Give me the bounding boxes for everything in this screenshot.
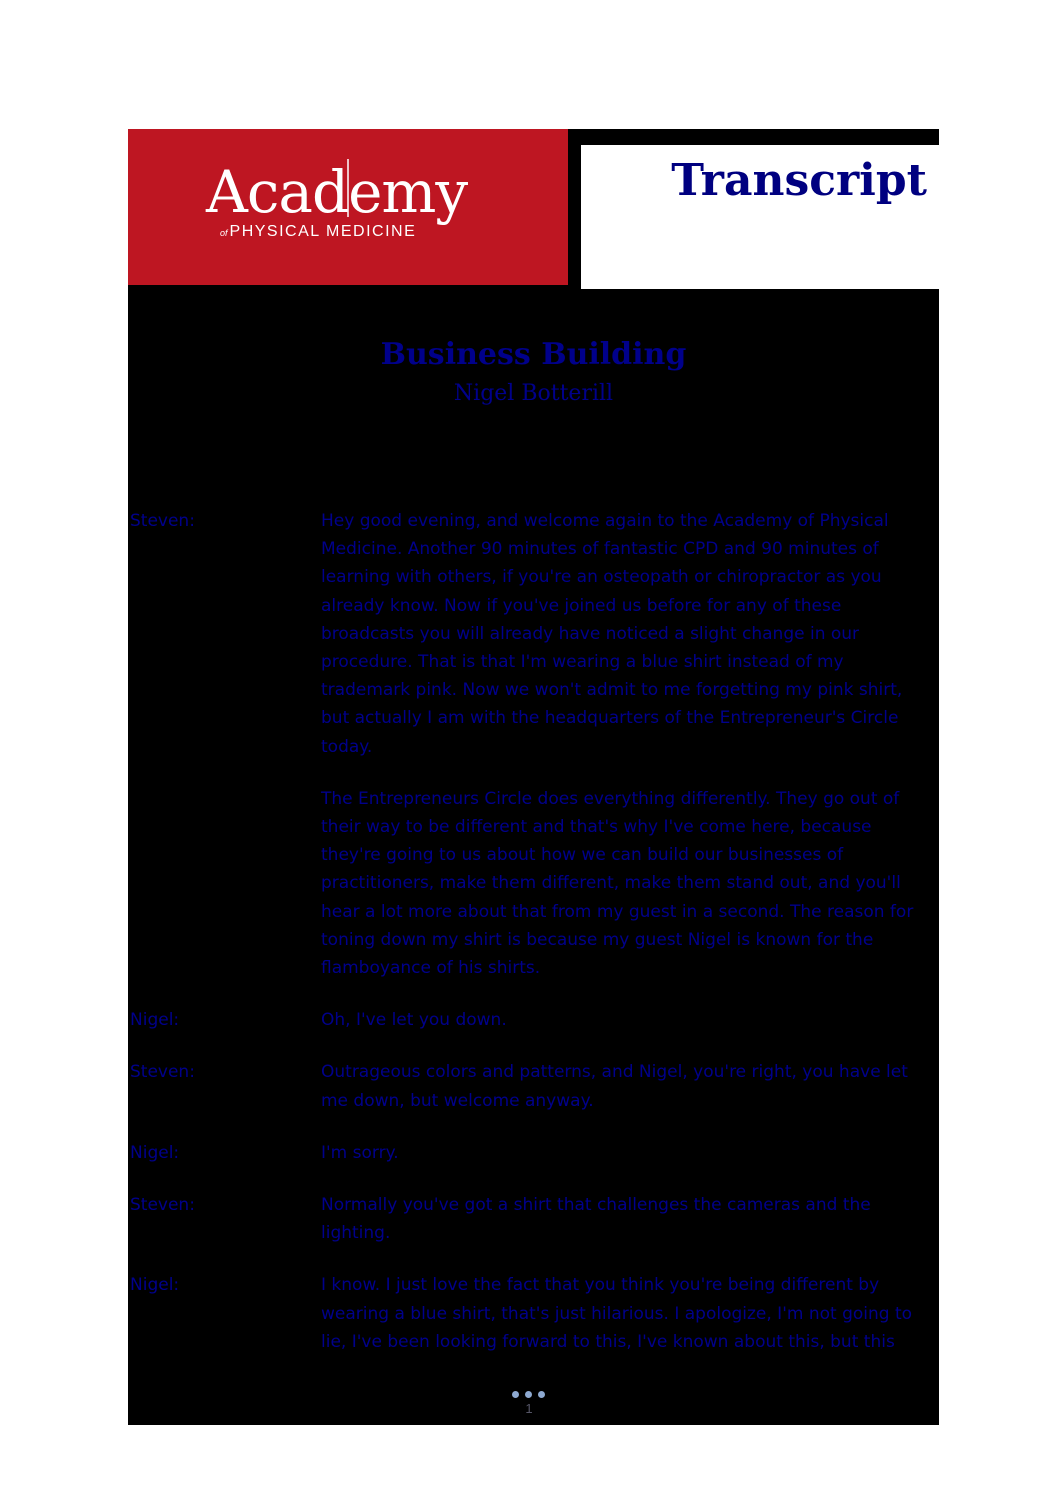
document-subtitle: Nigel Botterill (453, 381, 614, 406)
speech-paragraph: Outrageous colors and patterns, and Nigel, you're right, you have let me down, but welcome anyway. (321, 1062, 908, 1111)
transcript-entry (130, 1271, 930, 1356)
speech-text (321, 1271, 926, 1356)
speech-paragraph: Hey good evening, and welcome again to the Academy of Physical Medicine. Another 90 minutes of fantastic CPD and 90 minutes of learning with others, if you're an osteopath or chiropractor as you already know. Now if you've joined us before for any of these broadcasts you will already have noticed a slight change in our procedure. That is that I'm wearing a blue shirt instead of my trademark pink. Now we won't admit to me forgetting my pink shirt, but actually I am with the headquarters of the Entrepreneur's Circle today. (321, 511, 903, 757)
speech-paragraph: I know. I just love the fact that you think you're being different by wearing a blue shirt, that's just hilarious. I apologize, I'm not going to lie, I've been looking forward to this, I've known about this, but this (321, 1275, 913, 1352)
speech-paragraph: I'm sorry. (321, 1142, 399, 1163)
speech-text (321, 1058, 926, 1114)
speech-paragraph: Oh, I've let you down. (321, 1010, 507, 1031)
page-content (128, 129, 939, 1425)
academy-logo (128, 129, 568, 285)
document-title: Business Building (380, 337, 687, 372)
speaker-name: Nigel: (130, 1010, 180, 1031)
transcript-entry (130, 1139, 930, 1167)
page-number: 1 (525, 1401, 533, 1416)
speaker-name: Nigel: (130, 1275, 180, 1296)
speaker-name: Nigel: (130, 1142, 180, 1163)
logo-wordmark: Academy (206, 158, 468, 226)
speech-text (321, 507, 926, 982)
doc-type-box (581, 145, 939, 289)
transcript-entry (130, 1058, 930, 1114)
transcript-entry (130, 1006, 930, 1034)
transcript-entry (130, 1191, 930, 1247)
speaker-name: Steven: (130, 1195, 195, 1216)
doc-type-title: Transcript (671, 155, 927, 206)
speaker-name: Steven: (130, 1062, 195, 1083)
speaker-name: Steven: (130, 511, 195, 531)
transcript-body (130, 507, 930, 1380)
speech-text (321, 1006, 926, 1034)
speech-paragraph: The Entrepreneurs Circle does everything differently. They go out of their way to be different and that's why I've come here, because they're going to us about how we can build our businesses of practitioners, make them different, make them stand out, and you'll hear a lot more about that from my guest in a second. The reason for toning down my shirt is because my guest Nigel is known for the flamboyance of his shirts. (321, 788, 914, 979)
transcript-entry (130, 507, 930, 982)
speech-paragraph: Normally you've got a shirt that challenges the cameras and the lighting. (321, 1195, 871, 1244)
speech-text (321, 1191, 926, 1247)
caduceus-icon (346, 159, 350, 217)
logo-of: of (220, 228, 228, 238)
page-dots-icon (512, 1391, 552, 1401)
logo-subtitle (220, 223, 416, 241)
logo-physical-medicine: PHYSICAL MEDICINE (229, 223, 417, 240)
speech-text (321, 1139, 926, 1167)
